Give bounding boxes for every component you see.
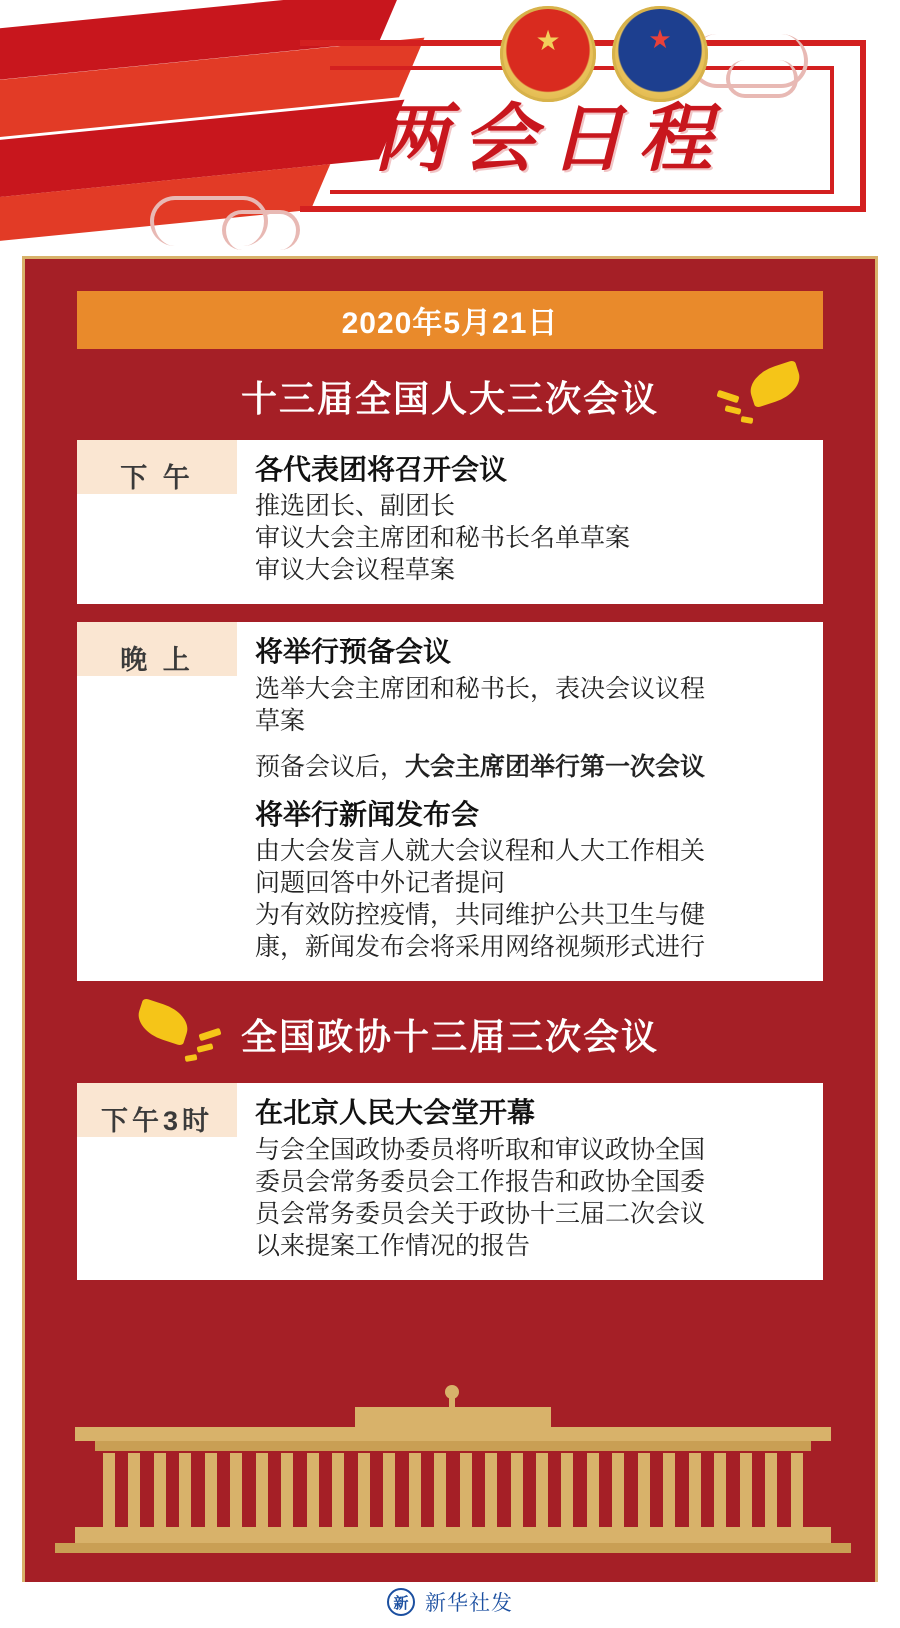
building-center-block <box>355 1407 551 1429</box>
schedule-line: 审议大会主席团和秘书长名单草案 <box>255 524 631 553</box>
building-base-second <box>55 1543 851 1553</box>
schedule-line-emphasis: 大会主席团举行第一次会议 <box>405 752 706 781</box>
schedule-line: 草案 <box>255 706 306 735</box>
schedule-card-body <box>237 622 823 981</box>
schedule-card-body <box>237 1083 823 1279</box>
schedule-heading: 将举行预备会议 <box>255 636 452 668</box>
schedule-card <box>77 440 823 604</box>
schedule-line: 委员会常务委员会工作报告和政协全国委 <box>255 1167 706 1196</box>
schedule-line: 由大会发言人就大会议程和人大工作相关 <box>255 837 706 866</box>
schedule-card <box>77 622 823 981</box>
schedule-heading: 在北京人民大会堂开幕 <box>255 1097 536 1129</box>
schedule-block <box>255 797 805 963</box>
xinhua-logo-icon: 新 <box>387 1588 415 1616</box>
schedule-line: 选举大会主席团和秘书长，表决会议议程 <box>255 674 706 703</box>
schedule-card <box>77 1083 823 1279</box>
building-roof-second <box>95 1441 811 1451</box>
schedule-card-body <box>237 440 823 604</box>
building-roof <box>75 1427 831 1441</box>
credit-text: 新华社发 <box>425 1592 513 1615</box>
date-banner <box>77 291 823 349</box>
schedule-line-plain: 预备会议后， <box>255 752 406 781</box>
section-title-npc <box>77 371 823 422</box>
schedule-line-mixed <box>255 751 805 783</box>
time-label: 下 午 <box>77 440 237 494</box>
schedule-line: 审议大会议程草案 <box>255 556 456 585</box>
credit-bar <box>0 1582 900 1622</box>
schedule-block <box>255 452 805 586</box>
section-title-cppcc-label: 全国政协十三届三次会议 <box>240 1015 659 1057</box>
bird-icon <box>133 1003 225 1065</box>
page-title: 两会日程 <box>374 99 726 181</box>
section-title-npc-label: 十三届全国人大三次会议 <box>240 378 659 419</box>
schedule-heading: 各代表团将召开会议 <box>255 454 508 485</box>
time-label: 晚 上 <box>77 622 237 676</box>
schedule-line: 问题回答中外记者提问 <box>255 869 506 898</box>
schedule-line: 以来提案工作情况的报告 <box>255 1231 531 1260</box>
schedule-line: 康，新闻发布会将采用网络视频形式进行 <box>255 933 706 962</box>
building-columns <box>103 1453 803 1527</box>
schedule-heading: 将举行新闻发布会 <box>255 798 480 830</box>
schedule-block <box>255 1095 805 1261</box>
building-base <box>75 1527 831 1543</box>
bird-icon <box>713 365 805 427</box>
section-title-cppcc <box>77 1003 823 1065</box>
schedule-block <box>255 634 805 736</box>
cloud-motif-icon <box>222 210 300 250</box>
date-label: 2020年5月21日 <box>341 307 559 340</box>
time-label: 下午3时 <box>77 1083 237 1137</box>
schedule-line: 员会常务委员会关于政协十三届二次会议 <box>255 1199 706 1228</box>
poster-header <box>0 0 900 260</box>
schedule-block <box>255 751 805 783</box>
great-hall-illustration <box>25 1413 881 1553</box>
schedule-line: 推选团长、副团长 <box>255 492 456 521</box>
schedule-line: 为有效防控疫情，共同维护公共卫生与健 <box>255 901 706 930</box>
poster-body <box>22 256 878 1608</box>
schedule-line: 与会全国政协委员将听取和审议政协全国 <box>255 1135 706 1164</box>
